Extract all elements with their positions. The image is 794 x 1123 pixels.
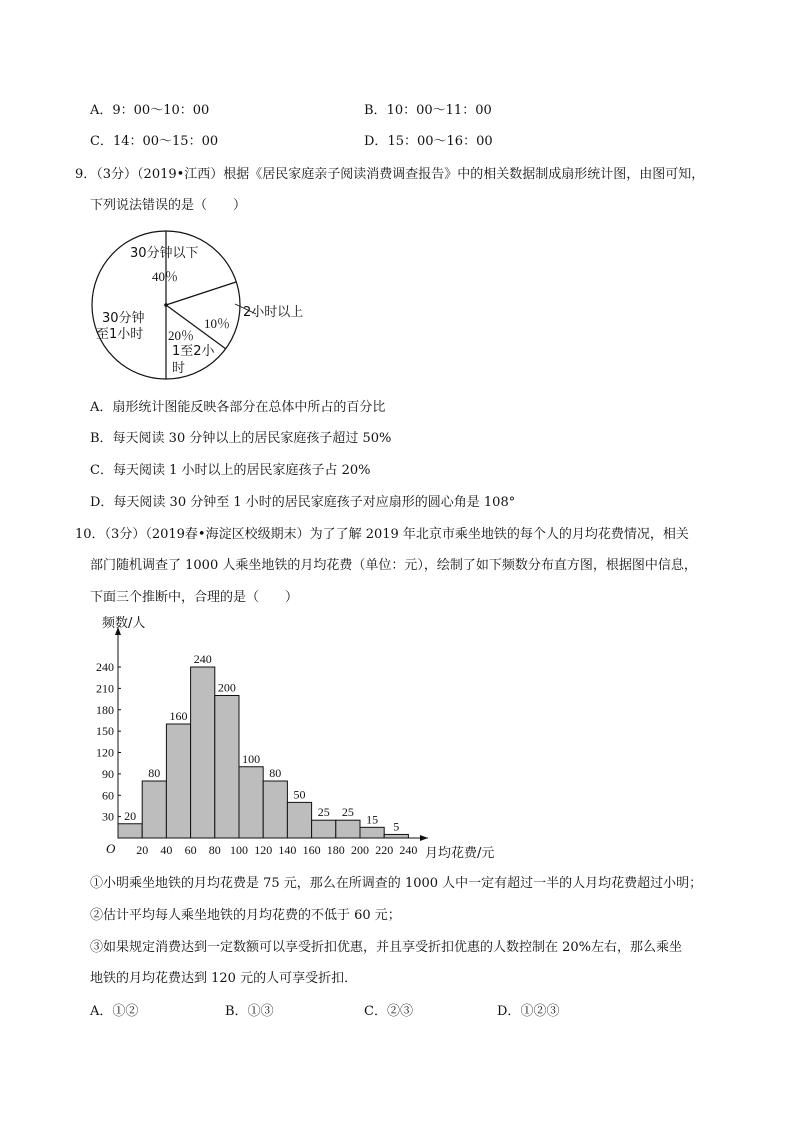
option-letter: C． [90, 134, 113, 149]
pie-divider-right [166, 282, 236, 305]
y-tick-label: 120 [96, 745, 114, 760]
bar-data-label: 80 [269, 766, 282, 780]
slice-label-under-30min: 30分钟以下 [130, 246, 199, 261]
histogram-bar [215, 696, 239, 839]
q10-stem-line3: 下面三个推断中，合理的是（ ） [90, 590, 299, 605]
q10-option-c[interactable] [364, 1004, 413, 1020]
x-tick-label: 100 [230, 843, 248, 857]
q10-stem-line2: 部门随机调查了 1000 人乘坐地铁的月均花费（单位：元），绘制了如下频数分布直方图，根据图中信息， [90, 558, 697, 573]
option-text: 15：00～16：00 [387, 134, 493, 149]
option-letter: B． [364, 103, 387, 118]
q8-option-c[interactable] [90, 134, 218, 150]
q10-statement-3-cont: 地铁的月均花费达到 120 元的人可享受折扣． [90, 971, 358, 986]
option-text: ①② [112, 1004, 139, 1019]
x-tick-label: 140 [278, 843, 297, 857]
x-tick-label: 40 [160, 843, 173, 857]
option-text: ②③ [386, 1004, 413, 1019]
x-tick-label: 180 [326, 843, 345, 857]
q9-option-a[interactable]: A．扇形统计图能反映各部分在总体中所占的百分比 [90, 400, 386, 415]
q10-option-b[interactable] [225, 1004, 274, 1020]
y-tick-label: 90 [102, 766, 114, 781]
histogram-bar [384, 834, 408, 838]
option-letter: B． [225, 1004, 248, 1019]
histogram-bar [263, 781, 287, 838]
bar-data-label: 240 [193, 652, 212, 666]
y-axis-title: 频数/人 [102, 616, 146, 631]
option-text: ①②③ [520, 1004, 560, 1019]
q9-stem-line1: 9．（3分）（2019•江西）根据《居民家庭亲子阅读消费调查报告》中的相关数据制成扇形统计图，由图可知， [75, 167, 705, 182]
pie-center-dot [164, 303, 168, 307]
q9-option-c[interactable]: C．每天阅读 1 小时以上的居民家庭孩子占 20% [90, 463, 371, 478]
bar-data-label: 50 [293, 787, 306, 802]
histogram-bar [239, 767, 263, 838]
bar-data-label: 200 [217, 680, 236, 695]
x-tick-label: 240 [399, 843, 418, 857]
q8-option-a[interactable] [90, 103, 209, 119]
histogram-bar [191, 667, 215, 838]
histogram-bar [142, 781, 166, 838]
y-tick-label: 30 [102, 809, 114, 824]
y-tick-label: 240 [96, 660, 114, 674]
y-tick-label: 210 [96, 681, 114, 696]
slice-label-over-2h: 2小时以上 [243, 305, 304, 320]
slice-percent-40: 40％ [152, 269, 179, 284]
option-letter: C． [364, 1004, 387, 1019]
y-tick-label: 150 [96, 724, 114, 739]
q8-option-b[interactable] [364, 103, 492, 119]
option-letter: D． [364, 134, 388, 149]
x-axis-arrow [420, 835, 428, 841]
bar-data-label: 25 [341, 805, 354, 820]
option-letter: A． [90, 103, 113, 118]
slice-label-1-2h-line2: 时 [172, 361, 186, 376]
option-text: 10：00～11：00 [386, 103, 492, 118]
q10-statement-2: ②估计平均每人乘坐地铁的月均花费的不低于 60 元； [90, 908, 401, 923]
histogram-bar [360, 827, 384, 838]
bar-data-label: 5 [393, 819, 400, 834]
option-letter: A． [90, 1004, 113, 1019]
q8-option-d[interactable] [364, 134, 493, 150]
bar-data-label: 20 [124, 808, 137, 823]
x-tick-label: 120 [254, 843, 273, 857]
y-tick-label: 60 [102, 788, 114, 803]
y-tick-label: 180 [96, 702, 114, 717]
slice-label-30min-1h-line1: 30分钟 [102, 311, 145, 326]
bar-data-label: 160 [169, 709, 188, 723]
q9-pie-chart [80, 224, 310, 384]
bar-data-label: 80 [148, 766, 161, 780]
q9-option-d[interactable]: D．每天阅读 30 分钟至 1 小时的居民家庭孩子对应扇形的圆心角是 108° [90, 495, 516, 510]
histogram-bar [336, 820, 360, 838]
option-text: ①③ [247, 1004, 274, 1019]
q10-histogram [80, 613, 520, 861]
x-tick-label: 200 [351, 843, 369, 857]
q10-option-d[interactable] [497, 1004, 559, 1020]
bar-data-label: 15 [366, 812, 379, 827]
slice-percent-10: 10％ [204, 316, 231, 331]
histogram-bar [166, 724, 190, 838]
bar-data-label: 25 [317, 805, 330, 820]
slice-percent-20: 20％ [168, 328, 195, 343]
x-tick-label: 60 [184, 843, 197, 857]
option-text: 14：00～15：00 [112, 134, 219, 149]
x-tick-label: 20 [136, 843, 149, 857]
q10-stem-line1: 10．（3分）（2019春•海淀区校级期末）为了了解 2019 年北京市乘坐地铁的每个人的月均花费情况，相关 [75, 527, 689, 542]
x-axis-title: 月均花费/元 [425, 846, 495, 861]
histogram-bar [118, 824, 142, 838]
x-tick-label: 80 [208, 843, 221, 857]
slice-label-1-2h-line1: 1至2小 [172, 344, 215, 359]
x-tick-label: 160 [302, 843, 321, 857]
bar-data-label: 100 [242, 751, 261, 766]
q9-option-b[interactable]: B．每天阅读 30 分钟以上的居民家庭孩子超过 50% [90, 431, 392, 446]
q10-statement-1: ①小明乘坐地铁的月均花费是 75 元，那么在所调查的 1000 人中一定有超过一半的人月均花费超过小明； [90, 876, 703, 891]
option-letter: D． [497, 1004, 521, 1019]
origin-label: O [106, 841, 116, 856]
q9-stem-line2: 下列说法错误的是（ ） [90, 198, 247, 213]
histogram-bar [312, 820, 336, 838]
histogram-bar [287, 802, 311, 838]
q10-statement-3: ③如果规定消费达到一定数额可以享受折扣优惠，并且享受折扣优惠的人数控制在 20%左右，那么乘坐 [90, 940, 683, 955]
q10-option-a[interactable] [90, 1004, 138, 1020]
slice-label-30min-1h-line2: 至1小时 [96, 327, 144, 342]
option-text: 9：00～10：00 [112, 103, 210, 118]
x-tick-label: 220 [375, 843, 394, 857]
